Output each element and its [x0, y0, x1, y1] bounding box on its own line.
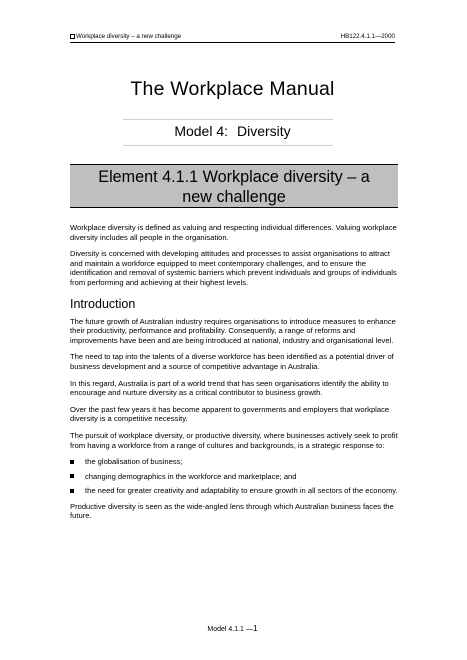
list-item-text: the need for greater creativity and adaptability to ensure growth in all sectors of the economy.	[85, 486, 398, 496]
list-item-text: changing demographics in the workforce and marketplace; and	[85, 471, 297, 481]
element-heading-line-1: Element 4.1.1 Workplace diversity – a	[98, 168, 370, 186]
section-paragraph: The future growth of Australian industry requires organisations to introduce measures to enhance their productivity, performance and profitability. Consequently, a range of reforms and improvements have been and are being introduced at national, industry and organisational level.	[70, 316, 396, 345]
section-paragraph: Over the past few years it has become apparent to governments and employers that workplace diversity is a competitive necessity.	[70, 404, 390, 424]
square-bullet-icon	[70, 460, 74, 464]
list-item	[70, 486, 400, 496]
model-label: Model 4:	[174, 123, 229, 139]
list-item	[70, 457, 400, 467]
document-body	[70, 223, 400, 528]
square-bullet-icon	[70, 474, 74, 478]
section-heading-introduction: Introduction	[70, 296, 136, 311]
running-header-title: Workplace diversity – a new challenge	[76, 33, 182, 40]
page-number: 1	[252, 623, 258, 633]
model-name: Diversity	[237, 123, 291, 139]
footer-label: Model 4.1.1 —	[207, 626, 253, 633]
section-paragraph: The pursuit of workplace diversity, or productive diversity, where businesses actively seek to profit from having a workforce from a range of cultures and backgrounds, is a strategic response to:	[70, 430, 398, 450]
bullet-list	[70, 457, 400, 496]
running-header-left	[70, 33, 181, 40]
section-paragraph: The need to tap into the talents of a diverse workforce has been identified as a potential driver of business development and a source of competitive advantage in Australia.	[70, 352, 394, 371]
intro-paragraph: Workplace diversity is defined as valuing and respecting individual differences. Valuing workplace diversity includes all people in the organisation.	[70, 223, 397, 242]
element-heading-line-2: new challenge	[182, 188, 286, 206]
running-header-code: HB122.4.1.1—2000	[340, 33, 395, 40]
document-title: The Workplace Manual	[130, 78, 335, 100]
page-footer	[70, 623, 395, 633]
title-divider-bottom	[123, 145, 333, 146]
model-heading	[70, 123, 395, 139]
element-heading-box	[70, 164, 398, 208]
running-header	[70, 33, 395, 43]
closing-paragraph: Productive diversity is seen as the wide-angled lens through which Australian business faces the future.	[70, 501, 394, 521]
title-divider-top	[123, 119, 333, 120]
section-paragraph: In this regard, Australia is part of a world trend that has seen organisations identify the ability to encourage and nurture diversity as a critical contributor to business growth.	[70, 378, 389, 398]
checkbox-glyph-icon	[70, 34, 75, 39]
square-bullet-icon	[70, 489, 74, 493]
list-item	[70, 472, 400, 482]
intro-paragraph: Diversity is concerned with developing attitudes and processes to assist organisations to attract and maintain a workforce equipped to meet contemporary challenges, and to ensure the identification and removal of systemic barriers which prevent individuals and groups of individuals from performing and achieving at their highest levels.	[70, 249, 397, 287]
list-item-text: the globalisation of business;	[85, 457, 183, 467]
